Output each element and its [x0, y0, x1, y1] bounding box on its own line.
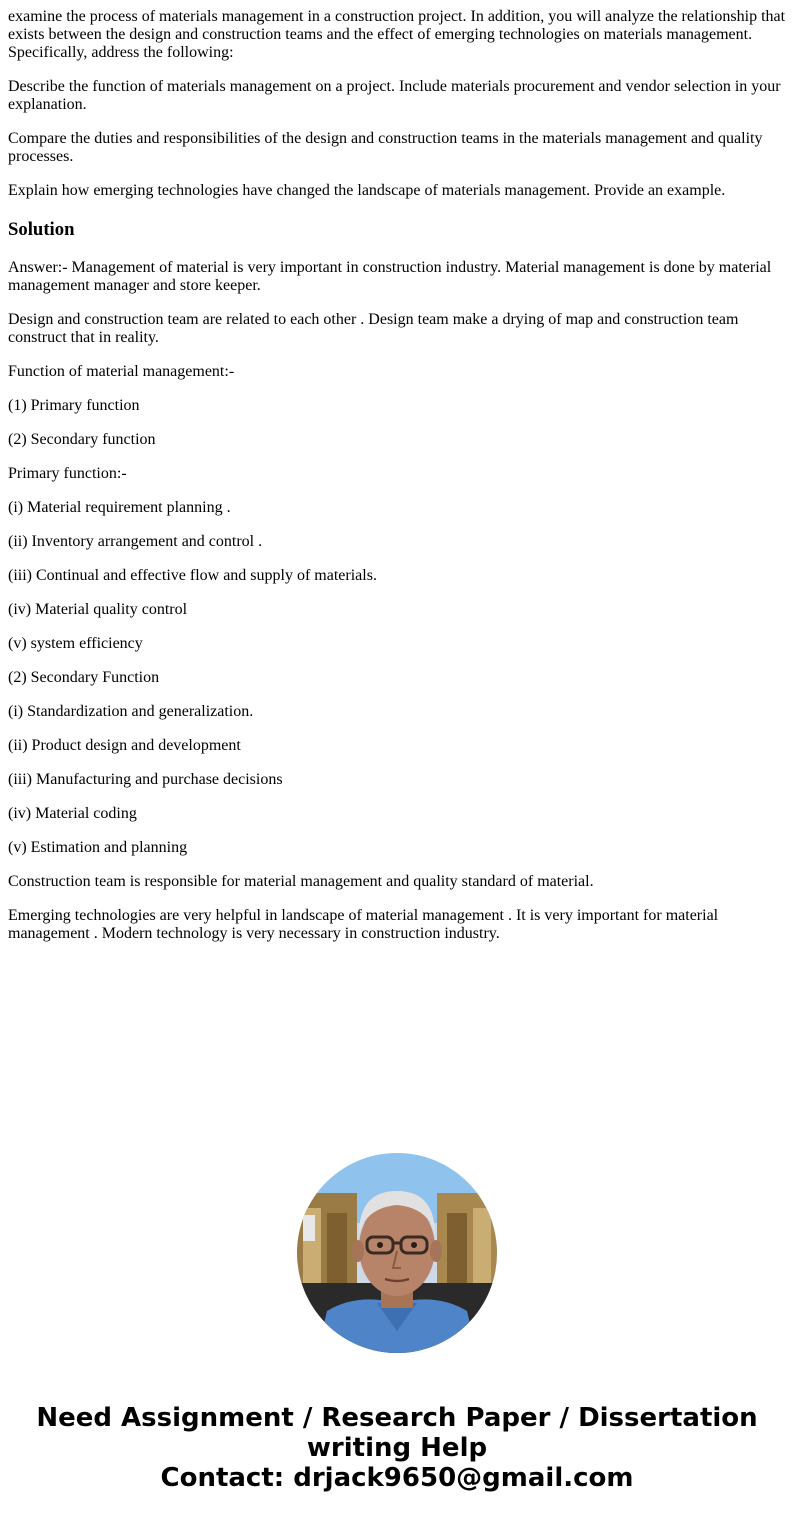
question-item: Describe the function of materials management on a project. Include materials procurement and vendor selection in your explanation. [8, 78, 781, 113]
solution-paragraph: Emerging technologies are very helpful in landscape of material management . It is very important for material management . Modern technology is very necessary in construction industry. [8, 907, 719, 942]
question-item: Compare the duties and responsibilities of the design and construction teams in the materials management and quality processes. [8, 130, 763, 165]
solution-paragraph: Answer:- Management of material is very important in construction industry. Material management is done by material management manager and store keeper. [8, 259, 772, 294]
question-item: Explain how emerging technologies have changed the landscape of materials management. Provide an example. [8, 182, 726, 199]
promo-contact: Contact: drjack9650@gmail.com [160, 1463, 634, 1493]
promo-line: Need Assignment / Research Paper / Dissertation [36, 1403, 758, 1433]
solution-paragraph: (ii) Inventory arrangement and control . [8, 533, 263, 550]
solution-paragraph: (2) Secondary function [8, 431, 156, 448]
solution-paragraph: (i) Material requirement planning . [8, 499, 231, 516]
solution-paragraph: (iv) Material coding [8, 805, 137, 822]
solution-paragraph: (i) Standardization and generalization. [8, 703, 254, 720]
solution-paragraph: (iv) Material quality control [8, 601, 188, 618]
question-intro: examine the process of materials management in a construction project. In addition, you will analyze the relationship that exists between the design and construction teams and the effect of emerging technologies on materials management. Specifically, address the following: [8, 8, 786, 61]
promo-banner [0, 1403, 794, 1493]
solution-paragraph: (iii) Continual and effective flow and supply of materials. [8, 567, 377, 584]
solution-paragraph: (iii) Manufacturing and purchase decisions [8, 771, 283, 788]
solution-paragraph: Function of material management:- [8, 363, 235, 380]
promo-line: writing Help [306, 1433, 488, 1463]
solution-heading: Solution [8, 219, 75, 240]
document-body [8, 8, 786, 959]
solution-paragraph: (v) Estimation and planning [8, 839, 188, 856]
solution-paragraph: (v) system efficiency [8, 635, 143, 652]
solution-paragraph: (1) Primary function [8, 397, 140, 414]
solution-paragraph: (ii) Product design and development [8, 737, 241, 754]
author-photo [297, 1153, 497, 1353]
solution-paragraph: Design and construction team are related to each other . Design team make a drying of map and construction team construct that in reality. [8, 311, 739, 346]
solution-paragraph: Construction team is responsible for material management and quality standard of material. [8, 873, 594, 890]
author-portrait-image [297, 1153, 497, 1353]
solution-paragraph: (2) Secondary Function [8, 669, 160, 686]
solution-paragraph: Primary function:- [8, 465, 127, 482]
